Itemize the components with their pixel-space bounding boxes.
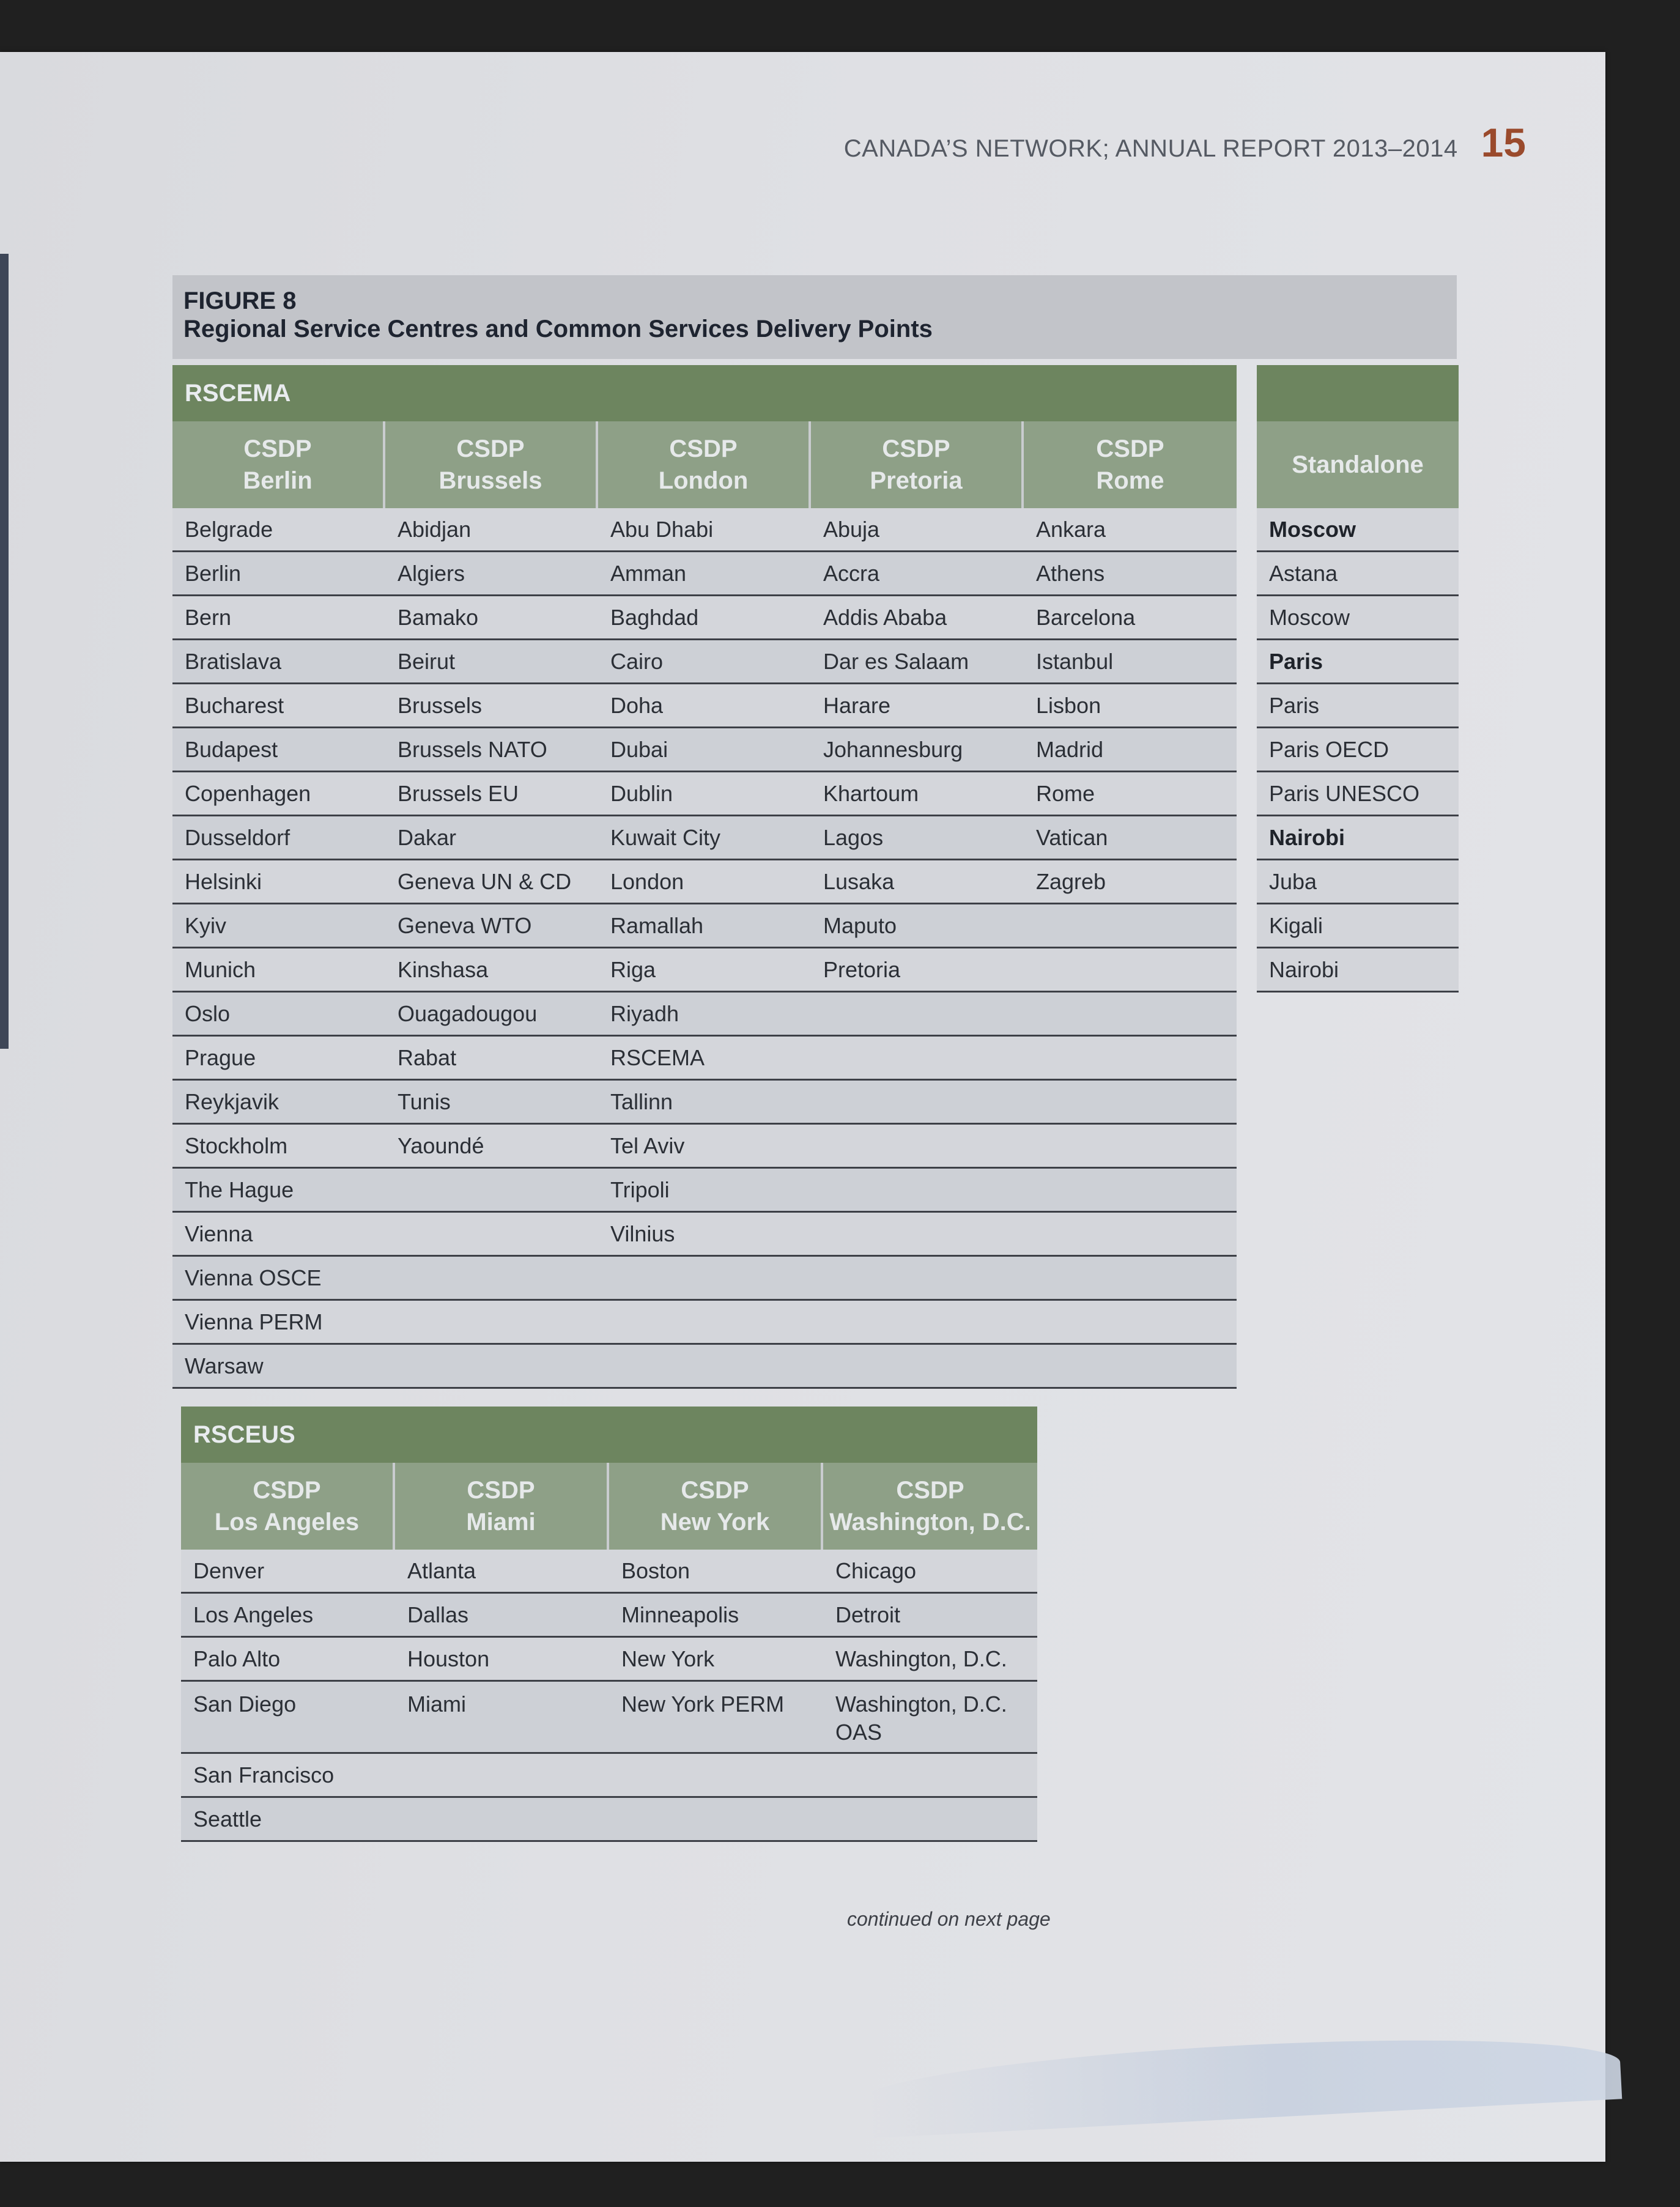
decorative-swoosh: [855, 2025, 1623, 2139]
table-row: [181, 1594, 1037, 1638]
table-cell: Dar es Salaam: [823, 648, 969, 674]
figure-label: FIGURE 8: [183, 287, 297, 314]
list-item: Juba: [1257, 860, 1459, 904]
table-cell: London: [610, 868, 684, 894]
table-row: [172, 1301, 1237, 1345]
table-cell: The Hague: [185, 1177, 294, 1202]
table-cell: Stockholm: [185, 1133, 288, 1158]
table-cell: Harare: [823, 692, 891, 718]
table-cell: Kinshasa: [398, 956, 489, 982]
rscema-column-header: [1024, 421, 1237, 508]
column-header-line2: London: [658, 467, 749, 494]
table-cell: Addis Ababa: [823, 604, 947, 630]
table-cell: Zagreb: [1036, 868, 1106, 894]
binding-edge: [0, 254, 9, 1049]
rsceus-column-header: [395, 1463, 609, 1550]
rscema-column-header: [385, 421, 598, 508]
table-cell: Tel Aviv: [610, 1133, 685, 1158]
column-header-line1: CSDP: [681, 1477, 749, 1504]
table-cell: Boston: [621, 1558, 690, 1583]
running-header: [844, 119, 1526, 166]
table-cell: Tripoli: [610, 1177, 670, 1202]
table-cell: Berlin: [185, 560, 242, 586]
table-row: [172, 948, 1237, 993]
table-row: [172, 1213, 1237, 1257]
table-row: [181, 1682, 1037, 1754]
table-cell: Ankara: [1036, 516, 1106, 542]
table-cell: Kuwait City: [610, 824, 721, 850]
table-row: [172, 1169, 1237, 1213]
table-cell: Copenhagen: [185, 780, 311, 806]
table-cell: Reykjavik: [185, 1089, 279, 1114]
table-cell: Washington, D.C. OAS: [835, 1691, 1007, 1745]
table-cell: Dublin: [610, 780, 673, 806]
table-cell: Madrid: [1036, 736, 1104, 762]
list-item: Paris UNESCO: [1257, 772, 1459, 816]
table-cell: Ramallah: [610, 912, 704, 938]
rsceus-group-header: RSCEUS: [181, 1407, 1037, 1463]
table-cell: Tallinn: [610, 1089, 673, 1114]
page-number: 15: [1481, 120, 1526, 165]
standalone-table-body: [1257, 508, 1459, 993]
table-row: [181, 1754, 1037, 1798]
table-cell: Beirut: [398, 648, 456, 674]
table-cell: Cairo: [610, 648, 664, 674]
table-row: [172, 860, 1237, 904]
column-header-line1: CSDP: [669, 435, 738, 462]
table-cell: Seattle: [193, 1806, 262, 1832]
table-cell: Lisbon: [1036, 692, 1101, 718]
table-cell: Helsinki: [185, 868, 262, 894]
list-item: Kigali: [1257, 904, 1459, 948]
table-cell: New York: [621, 1646, 715, 1671]
table-cell: Ouagadougou: [398, 1000, 538, 1026]
list-item: Paris OECD: [1257, 728, 1459, 772]
table-cell: Brussels NATO: [398, 736, 547, 762]
column-header-line1: CSDP: [243, 435, 312, 462]
table-cell: Johannesburg: [823, 736, 963, 762]
column-header-line2: Berlin: [243, 467, 313, 494]
figure-title: Regional Service Centres and Common Services Delivery Points: [183, 316, 933, 342]
table-cell: Vilnius: [610, 1221, 675, 1246]
table-cell: Miami: [407, 1691, 466, 1717]
table-cell: Dallas: [407, 1602, 469, 1627]
table-cell: Dusseldorf: [185, 824, 290, 850]
table-row: [172, 1125, 1237, 1169]
report-page: [0, 52, 1605, 2162]
list-item: Moscow: [1257, 596, 1459, 640]
table-cell: Abuja: [823, 516, 880, 542]
table-cell: Brussels EU: [398, 780, 519, 806]
rscema-column-headers: [172, 421, 1237, 508]
table-cell: Bamako: [398, 604, 479, 630]
rsceus-column-header: [609, 1463, 823, 1550]
continued-note: continued on next page: [847, 1908, 1051, 1930]
table-cell: Athens: [1036, 560, 1105, 586]
table-cell: Amman: [610, 560, 687, 586]
table-cell: Brussels: [398, 692, 483, 718]
standalone-group-label: Moscow: [1257, 508, 1459, 552]
rscema-group-header: RSCEMA: [172, 365, 1237, 421]
table-cell: Bratislava: [185, 648, 282, 674]
rscema-column-header: [811, 421, 1024, 508]
table-row: [181, 1550, 1037, 1594]
table-cell: Houston: [407, 1646, 490, 1671]
table-cell: Yaoundé: [398, 1133, 484, 1158]
table-row: [181, 1638, 1037, 1682]
table-row: [172, 1081, 1237, 1125]
table-row: [172, 904, 1237, 948]
table-cell: Tunis: [398, 1089, 451, 1114]
column-header-line2: Washington, D.C.: [829, 1509, 1031, 1536]
column-header-line2: Miami: [466, 1509, 536, 1536]
table-row: [172, 1257, 1237, 1301]
list-item: Nairobi: [1257, 948, 1459, 993]
rscema-table-body: [172, 508, 1237, 1389]
table-row: [172, 596, 1237, 640]
table-cell: Vienna PERM: [185, 1309, 323, 1334]
table-cell: Abu Dhabi: [610, 516, 714, 542]
table-cell: Budapest: [185, 736, 278, 762]
standalone-table: [1257, 365, 1459, 993]
rscema-column-header: [172, 421, 385, 508]
table-row: [172, 684, 1237, 728]
column-header-line1: CSDP: [882, 435, 950, 462]
standalone-column-header: Standalone: [1257, 421, 1459, 508]
table-cell: RSCEMA: [610, 1044, 705, 1070]
table-row: [172, 772, 1237, 816]
column-header-line1: CSDP: [456, 435, 525, 462]
column-header-line1: CSDP: [253, 1477, 321, 1504]
table-row: [172, 816, 1237, 860]
table-cell: Detroit: [835, 1602, 901, 1627]
table-cell: Prague: [185, 1044, 256, 1070]
table-cell: Algiers: [398, 560, 465, 586]
standalone-group-label: Nairobi: [1257, 816, 1459, 860]
table-cell: Khartoum: [823, 780, 919, 806]
table-cell: Lusaka: [823, 868, 895, 894]
column-header-line2: Rome: [1096, 467, 1164, 494]
column-header-line1: CSDP: [896, 1477, 964, 1504]
column-header-line2: Los Angeles: [214, 1509, 360, 1536]
table-cell: Belgrade: [185, 516, 273, 542]
standalone-column-header-row: [1257, 421, 1459, 508]
table-row: [172, 508, 1237, 552]
table-cell: Chicago: [835, 1558, 917, 1583]
standalone-group-label: Paris: [1257, 640, 1459, 684]
table-cell: Denver: [193, 1558, 265, 1583]
table-cell: Baghdad: [610, 604, 699, 630]
rsceus-column-headers: [181, 1463, 1037, 1550]
figure-caption: [172, 275, 1457, 359]
column-header-line2: Brussels: [439, 467, 542, 494]
table-cell: Vienna OSCE: [185, 1265, 322, 1290]
rscema-table: [172, 365, 1237, 1389]
table-cell: Los Angeles: [193, 1602, 314, 1627]
table-cell: Washington, D.C.: [835, 1646, 1007, 1671]
table-cell: Maputo: [823, 912, 897, 938]
table-cell: Pretoria: [823, 956, 901, 982]
table-cell: San Francisco: [193, 1762, 335, 1787]
table-cell: Warsaw: [185, 1353, 264, 1378]
table-cell: Rabat: [398, 1044, 457, 1070]
table-row: [172, 552, 1237, 596]
table-cell: Oslo: [185, 1000, 231, 1026]
rsceus-table: [181, 1407, 1037, 1842]
table-cell: Bucharest: [185, 692, 284, 718]
rsceus-column-header: [823, 1463, 1037, 1550]
table-cell: Bern: [185, 604, 232, 630]
table-cell: Lagos: [823, 824, 884, 850]
table-cell: New York PERM: [621, 1691, 785, 1717]
table-cell: Riyadh: [610, 1000, 679, 1026]
standalone-group-bar: [1257, 365, 1459, 421]
list-item: Paris: [1257, 684, 1459, 728]
table-cell: Vatican: [1036, 824, 1108, 850]
table-cell: Rome: [1036, 780, 1095, 806]
column-header-line1: CSDP: [467, 1477, 535, 1504]
column-header-line1: CSDP: [1096, 435, 1164, 462]
table-cell: Riga: [610, 956, 656, 982]
table-cell: Geneva WTO: [398, 912, 532, 938]
table-cell: Accra: [823, 560, 880, 586]
running-title: CANADA’S NETWORK; ANNUAL REPORT 2013–2014: [843, 135, 1458, 162]
table-cell: San Diego: [193, 1691, 297, 1717]
table-cell: Dakar: [398, 824, 457, 850]
table-cell: Kyiv: [185, 912, 227, 938]
table-row: [172, 993, 1237, 1037]
column-header-line2: New York: [660, 1509, 770, 1536]
table-cell: Doha: [610, 692, 664, 718]
table-row: [172, 640, 1237, 684]
table-row: [172, 1037, 1237, 1081]
table-cell: Minneapolis: [621, 1602, 739, 1627]
table-row: [181, 1798, 1037, 1842]
table-row: [172, 728, 1237, 772]
table-cell: Palo Alto: [193, 1646, 281, 1671]
rsceus-table-body: [181, 1550, 1037, 1842]
table-cell: Munich: [185, 956, 256, 982]
table-cell: Vienna: [185, 1221, 253, 1246]
column-header-line2: Pretoria: [870, 467, 963, 494]
rsceus-column-header: [181, 1463, 395, 1550]
table-cell: Barcelona: [1036, 604, 1136, 630]
table-row: [172, 1345, 1237, 1389]
table-cell: Abidjan: [398, 516, 472, 542]
rscema-column-header: [598, 421, 811, 508]
list-item: Astana: [1257, 552, 1459, 596]
table-cell: Istanbul: [1036, 648, 1114, 674]
table-cell: Atlanta: [407, 1558, 476, 1583]
table-cell: Dubai: [610, 736, 668, 762]
table-cell: Geneva UN & CD: [398, 868, 572, 894]
